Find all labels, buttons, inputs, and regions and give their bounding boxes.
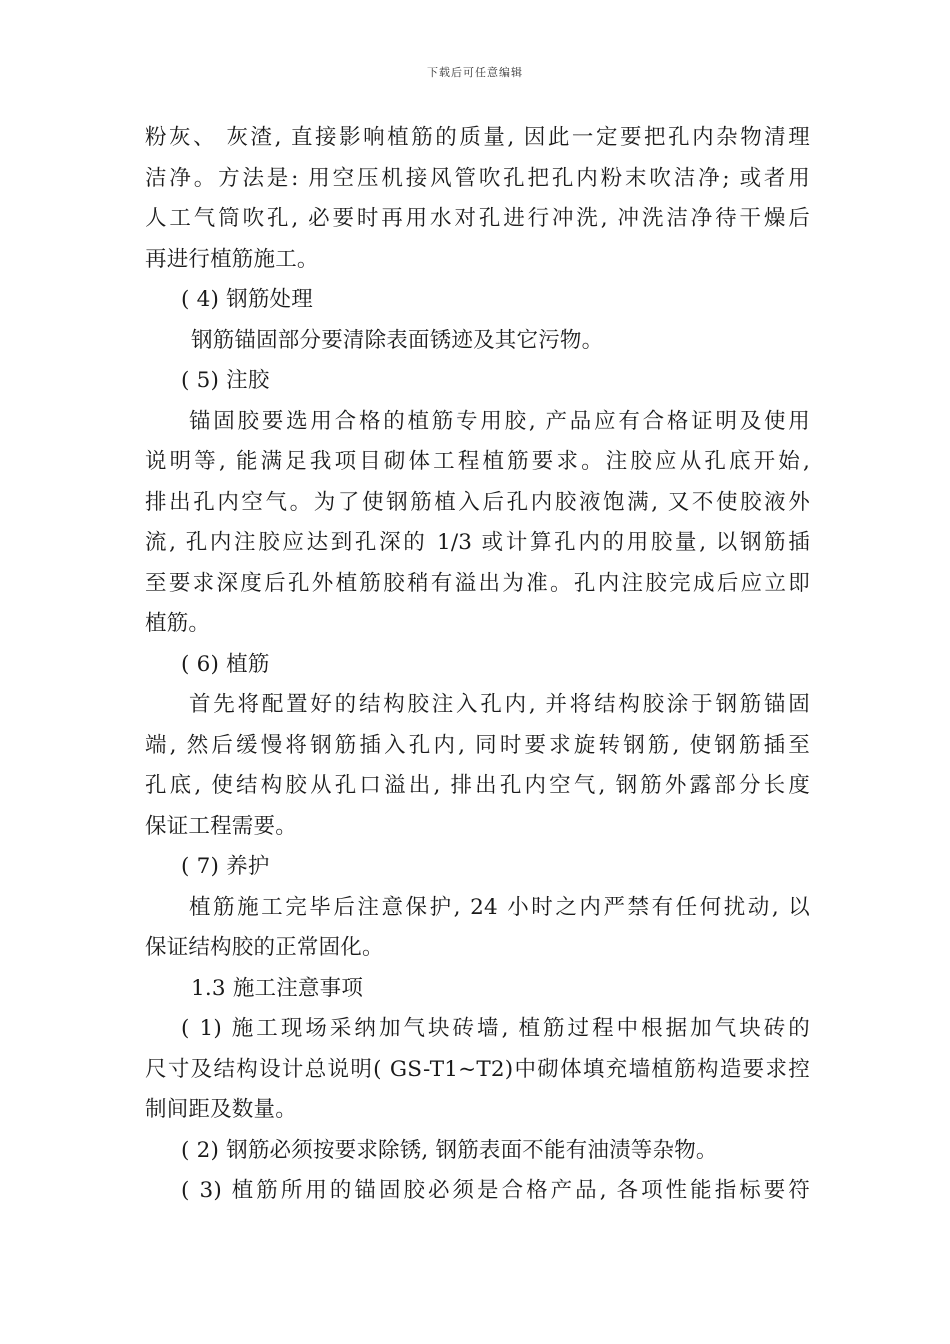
section-heading: ( 4) 钢筋处理 — [181, 287, 313, 312]
paragraph-line: 再进行植筋施工。 — [145, 246, 319, 272]
section-heading: ( 5) 注胶 — [181, 368, 270, 393]
paragraph-line: 洁净。方法是: 用空压机接风管吹孔把孔内粉末吹洁净; 或者用 — [145, 165, 810, 191]
paragraph-line: 至要求深度后孔外植筋胶稍有溢出为准。孔内注胶完成后应立即 — [145, 570, 810, 596]
paragraph-line: 植筋。 — [145, 611, 211, 636]
paragraph-line: 端, 然后缓慢将钢筋插入孔内, 同时要求旋转钢筋, 使钢筋插至 — [145, 732, 810, 758]
paragraph-line: 钢筋锚固部分要清除表面锈迹及其它污物。 — [191, 327, 604, 353]
paragraph-line: 排出孔内空气。为了使钢筋植入后孔内胶液饱满, 又不使胶液外 — [145, 489, 810, 515]
paragraph-line: 锚固胶要选用合格的植筋专用胶, 产品应有合格证明及使用 — [189, 408, 810, 434]
paragraph-line: ( 1) 施工现场采纳加气块砖墙, 植筋过程中根据加气块砖的 — [181, 1016, 810, 1041]
paragraph-line: 首先将配置好的结构胶注入孔内, 并将结构胶涂于钢筋锚固 — [189, 692, 810, 717]
paragraph-line: 说明等, 能满足我项目砌体工程植筋要求。注胶应从孔底开始, — [145, 449, 810, 474]
section-heading: ( 6) 植筋 — [181, 651, 270, 677]
paragraph-line: 尺寸及结构设计总说明( GS-T1~T2)中砌体填充墙植筋构造要求控 — [145, 1056, 810, 1082]
paragraph-line: 孔底, 使结构胶从孔口溢出, 排出孔内空气, 钢筋外露部分长度 — [145, 773, 810, 798]
section-heading: 1.3 施工注意事项 — [191, 975, 364, 1001]
paragraph-line: 制间距及数量。 — [145, 1097, 297, 1122]
section-heading: ( 7) 养护 — [181, 854, 270, 879]
paragraph-line: 人工气筒吹孔, 必要时再用水对孔进行冲洗, 冲洗洁净待干燥后 — [145, 206, 810, 231]
paragraph-line: 流, 孔内注胶应达到孔深的 1/3 或计算孔内的用胶量, 以钢筋插 — [145, 530, 810, 555]
document-body — [145, 118, 810, 1212]
page-header: 下载后可任意编辑 — [427, 66, 523, 79]
paragraph-line: 保证结构胶的正常固化。 — [145, 935, 384, 960]
paragraph-line: ( 3) 植筋所用的锚固胶必须是合格产品, 各项性能指标要符 — [181, 1178, 810, 1203]
paragraph-line: 植筋施工完毕后注意保护, 24 小时之内严禁有任何扰动, 以 — [189, 894, 810, 920]
paragraph-line: 粉灰、 灰渣, 直接影响植筋的质量, 因此一定要把孔内杂物清理 — [145, 125, 810, 150]
paragraph-line: ( 2) 钢筋必须按要求除锈, 钢筋表面不能有油渍等杂物。 — [181, 1137, 718, 1163]
paragraph-line: 保证工程需要。 — [145, 813, 297, 839]
